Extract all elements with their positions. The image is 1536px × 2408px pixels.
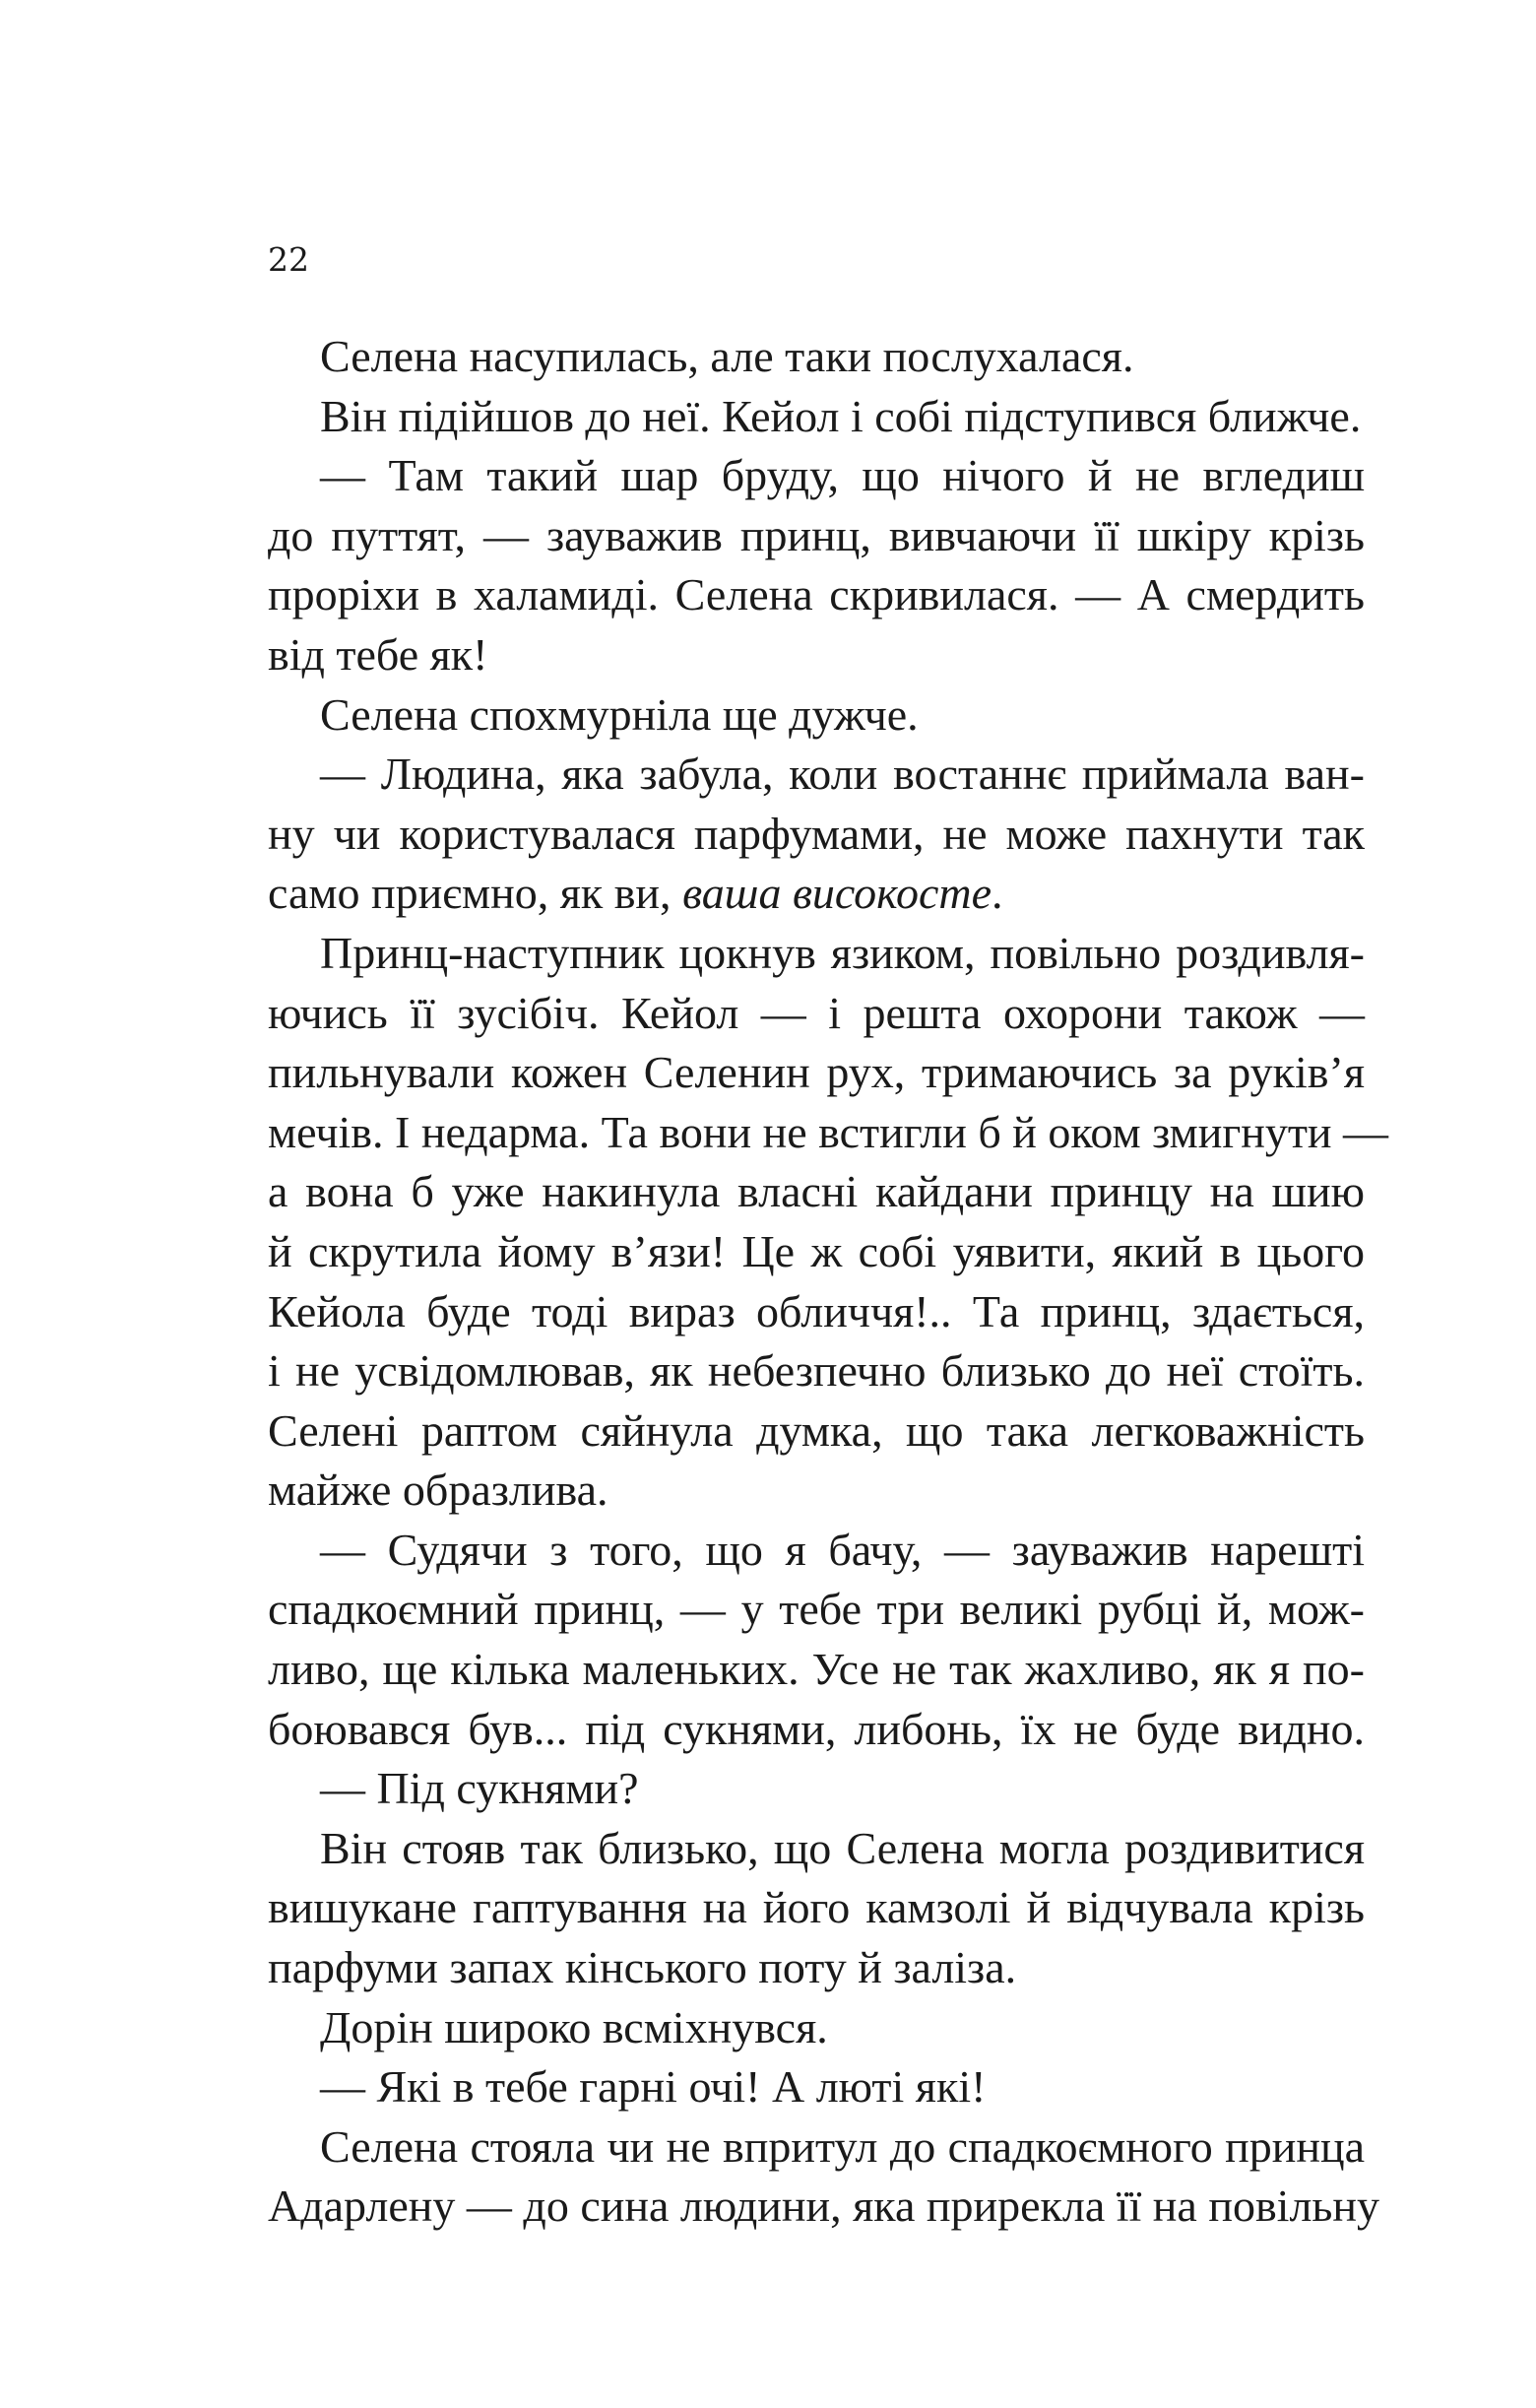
text-line: Принц-наступник цокнув язиком, повільно роздивля- xyxy=(320,927,1365,978)
text-line xyxy=(268,864,1365,924)
text-line: ну чи користувалася парфумами, не може пахнути так xyxy=(268,808,1365,859)
text-line: Селена спохмурніла ще дужче. xyxy=(320,688,919,740)
page-number: 22 xyxy=(268,240,309,279)
text-line xyxy=(268,506,1365,566)
italic-phrase: ваша високосте xyxy=(682,868,992,919)
text-line: спадкоємний принц, — у тебе три великі рубці й, мож- xyxy=(268,1584,1365,1635)
text-line: і не усвідомлював, як небезпечно близько до неї стоїть. xyxy=(268,1345,1365,1397)
text-line: Селена стояла чи не впритул до спадкоємного принца xyxy=(320,2120,1365,2172)
body-text xyxy=(268,327,1389,2237)
text-line: — Людина, яка забула, коли востаннє приймала ван- xyxy=(320,748,1365,800)
text-line: Адарлену — до сина людини, яка прирекла її на повільну xyxy=(268,2180,1379,2232)
text-line: Він підійшов до неї. Кейол і собі підступився ближче. xyxy=(320,390,1362,441)
text-line: Кейола буде тоді вираз обличчя!.. Та принц, здається, xyxy=(268,1285,1365,1336)
text-line: від тебе як! xyxy=(268,628,488,680)
text-line: вишукане гаптування на його камзолі й відчувала крізь xyxy=(268,1882,1365,1933)
text-line: — Під сукнями? xyxy=(320,1763,639,1814)
text-line: парфуми запах кінського поту й заліза. xyxy=(268,1942,1017,1993)
text-line: й скрутила йому в’язи! Це ж собі уявити, який в цього xyxy=(268,1225,1365,1276)
text-line: пильнували кожен Селенин рух, тримаючись за руків’я xyxy=(268,1047,1365,1098)
text-line: Селені раптом сяйнула думка, що така легковажність xyxy=(268,1404,1365,1456)
text-line: проріхи в халамиді. Селена скривилася. — А смердить xyxy=(268,569,1365,620)
text-line: Селена насупилась, але таки послухалася. xyxy=(320,331,1134,381)
text-line: мечів. І недарма. Та вони не встигли б й оком змигнути — xyxy=(268,1106,1389,1157)
text-line: — Судячи з того, що я бачу, — зауважив нарешті xyxy=(320,1524,1365,1575)
text-line: — Які в тебе гарні очі! А люті які! xyxy=(320,2061,987,2113)
text-line: ючись її зусібіч. Кейол — і решта охорони також — xyxy=(268,987,1365,1038)
text-line: ливо, ще кілька маленьких. Усе не так жахливо, як я по- xyxy=(268,1644,1365,1695)
text-segment: само приємно, як ви, xyxy=(268,868,683,919)
text-line: Дорін широко всміхнувся. xyxy=(320,2001,828,2052)
text-line: Він стояв так близько, що Селена могла роздивитися xyxy=(320,1822,1365,1873)
text-segment: . xyxy=(992,868,1003,919)
text-line-content: до путтят, — зауважив принц, вивчаючи її шкіру крізь xyxy=(268,509,1365,560)
text-line: а вона б уже накинула власні кайдани принцу на шию xyxy=(268,1166,1365,1217)
text-line: — Там такий шар бруду, що нічого й не вгледиш xyxy=(320,450,1365,501)
text-line: боювався був... під сукнями, либонь, їх не буде видно. xyxy=(268,1703,1365,1754)
text-line: майже образлива. xyxy=(268,1464,608,1516)
